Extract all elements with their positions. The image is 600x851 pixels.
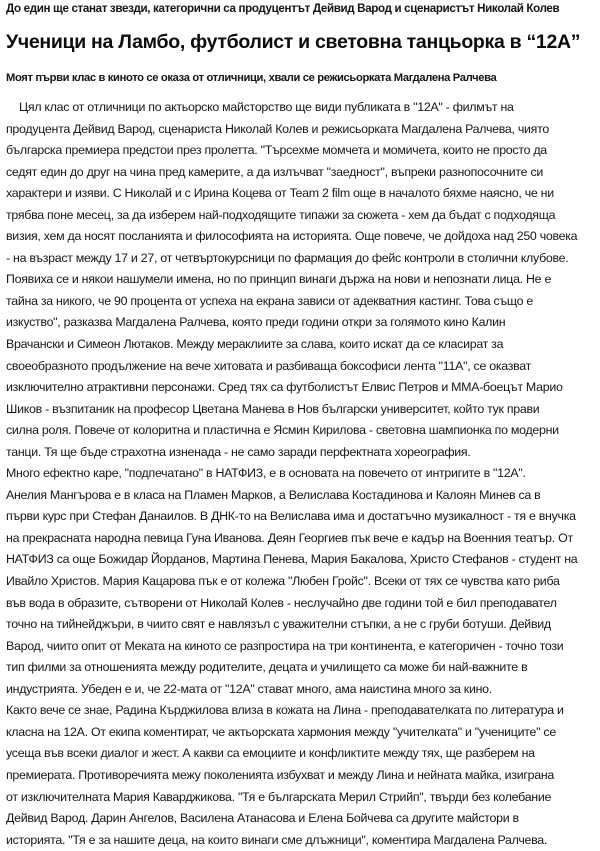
body-line: тайна за никого, че 90 процента от успеха на екрана зависи от адекватния кастинг. Това също е	[6, 293, 534, 308]
body-line: Ивайло Христов. Мария Кацарова пък е от колежа "Любен Гройс". Всеки от тях се чувства като риба	[6, 574, 560, 589]
body-line: Врачански и Симеон Лютаков. Между мераклиите за слава, които искат да се класират за	[6, 337, 504, 352]
body-line: премиерата. Противоречията межу поколенията избухват и между Лина и нейната майка, изиграна	[6, 767, 555, 782]
body-line: Дейвид Варод. Дарин Ангелов, Василена Атанасова и Елена Бойчева са другите майстори в	[6, 811, 519, 826]
body-line: трябва поне месец, за да изберем най-подходящите типажи за сюжета - хем да бъдат с подходяща	[6, 207, 556, 222]
body-line: изкуство", разказва Магдалена Ралчева, която преди години откри за голямото кино Калин	[6, 315, 506, 330]
article-kicker: До един ще станат звезди, категорични са продуцентът Дейвид Варод и сценаристът Николай Колев	[6, 2, 560, 15]
body-line: продуцента Дейвид Варод, сценариста Николай Колев и режисьорката Магдалена Ралчева, чиято	[6, 121, 549, 136]
body-line: във вода в образите, сътворени от Николай Колев - неслучайно две години той е бил преподавател	[6, 595, 557, 610]
body-line: първи курс при Стефан Данаилов. В ДНК-то на Велислава има и достатъчно музикалност - тя е внучка	[6, 509, 576, 524]
body-line: Шиков - възпитаник на професор Цветана Манева в Нов български университет, който тук прави	[6, 401, 540, 416]
body-line: Появиха се и някои нашумели имена, но по принцип винаги държа на нови и непознати лица. Не е	[6, 272, 552, 287]
body-line: от изключителната Мария Каварджикова. "Тя е българската Мерил Стрийп", твърди без колебание	[6, 789, 552, 804]
body-line: седят един до друг на чина пред камерите, а да излъчват "заедност", въпреки разнопосочните си	[6, 164, 544, 179]
body-line: НАТФИЗ са още Божидар Йорданов, Мартина Пенева, Мария Бакалова, Христо Стефанов - студент на	[6, 552, 578, 567]
body-line: историята. "Тя е за нашите деца, на които винаги сме длъжници", коментира Магдалена Ралчева.	[6, 832, 548, 847]
body-line: танци. Тя ще бъде страхотна изненада - не само заради перфектната хореография.	[6, 444, 471, 459]
body-line: изключително атрактивни персонажи. Сред тях са футболистът Елвис Петров и ММА-боецът Марио	[6, 380, 563, 395]
body-line: Много ефектно каре, "подпечатано" в НАТФИЗ, е в основата на повечето от интригите в "12А".	[6, 466, 526, 481]
body-line: - на възраст между 17 и 27, от четвъртокурсници по фармация до фейс контроли в столични клубове.	[6, 250, 569, 265]
body-line: Както вече се знае, Радина Кърджилова влиза в кожата на Лина - преподавателката по литература и	[6, 703, 564, 718]
article-title: Ученици на Ламбо, футболист и световна танцьорка в “12А”	[6, 31, 581, 53]
body-line: усеща във всеки диалог и жест. А какви са емоциите и конфликтите между тях, ще разберем на	[6, 746, 535, 761]
body-line: индустрията. Убеден е и, че 22-мата от "12А" стават много, ама наистина много за кино.	[6, 681, 492, 696]
body-line: Цял клас от отличници по актьорско майсторство ще види публиката в "12А" - филмът на	[19, 100, 514, 114]
body-line: Варод, чиито опит от Меката на киното се разпростира на три континента, е категоричен - точно този	[6, 638, 564, 653]
body-line: Анелия Мангърова е в класа на Пламен Марков, а Велислава Костадинова и Калоян Минев са в	[6, 487, 541, 502]
body-line: на прекрасната народна певица Гуна Иванова. Деян Георгиев пък вече е кадър на Военния театър. От	[6, 530, 573, 545]
body-line: своеобразното продължение на вече хитовата и разбиваща боксофиси лента "11А", се оказват	[6, 358, 532, 373]
body-line: силна роля. Повече от колоритна и пластична е Ясмин Кирилова - световна шампионка по модерни	[6, 423, 559, 438]
body-line: българска премиера предстои през пролетта. "Търсехме момчета и момичета, които не просто да	[6, 143, 547, 158]
article-body	[6, 97, 600, 851]
article-subtitle: Моят първи клас в киното се оказа от отличници, хвали се режисьорката Магдалена Ралчева	[6, 72, 497, 84]
body-line: класна на 12А. От екипа коментират, че актьорската хармония между "учителката" и "учениците" се	[6, 724, 556, 739]
body-line: тип филми за отношенията между родителите, децата и училището са може би най-важните в	[6, 660, 528, 675]
body-line: точно на тийнейджъри, в чиито свят е навлязъл с уважителни стъпки, а не с груби ботуши. Дейвид	[6, 617, 551, 632]
body-line: визия, хем да носят посланията и философията на историята. Още повече, че дойдоха над 250 човека	[6, 229, 578, 244]
body-line: характери и изяви. С Николай и с Ирина Коцева от Team 2 film още в началото бяхме наясно, че ни	[6, 186, 554, 201]
